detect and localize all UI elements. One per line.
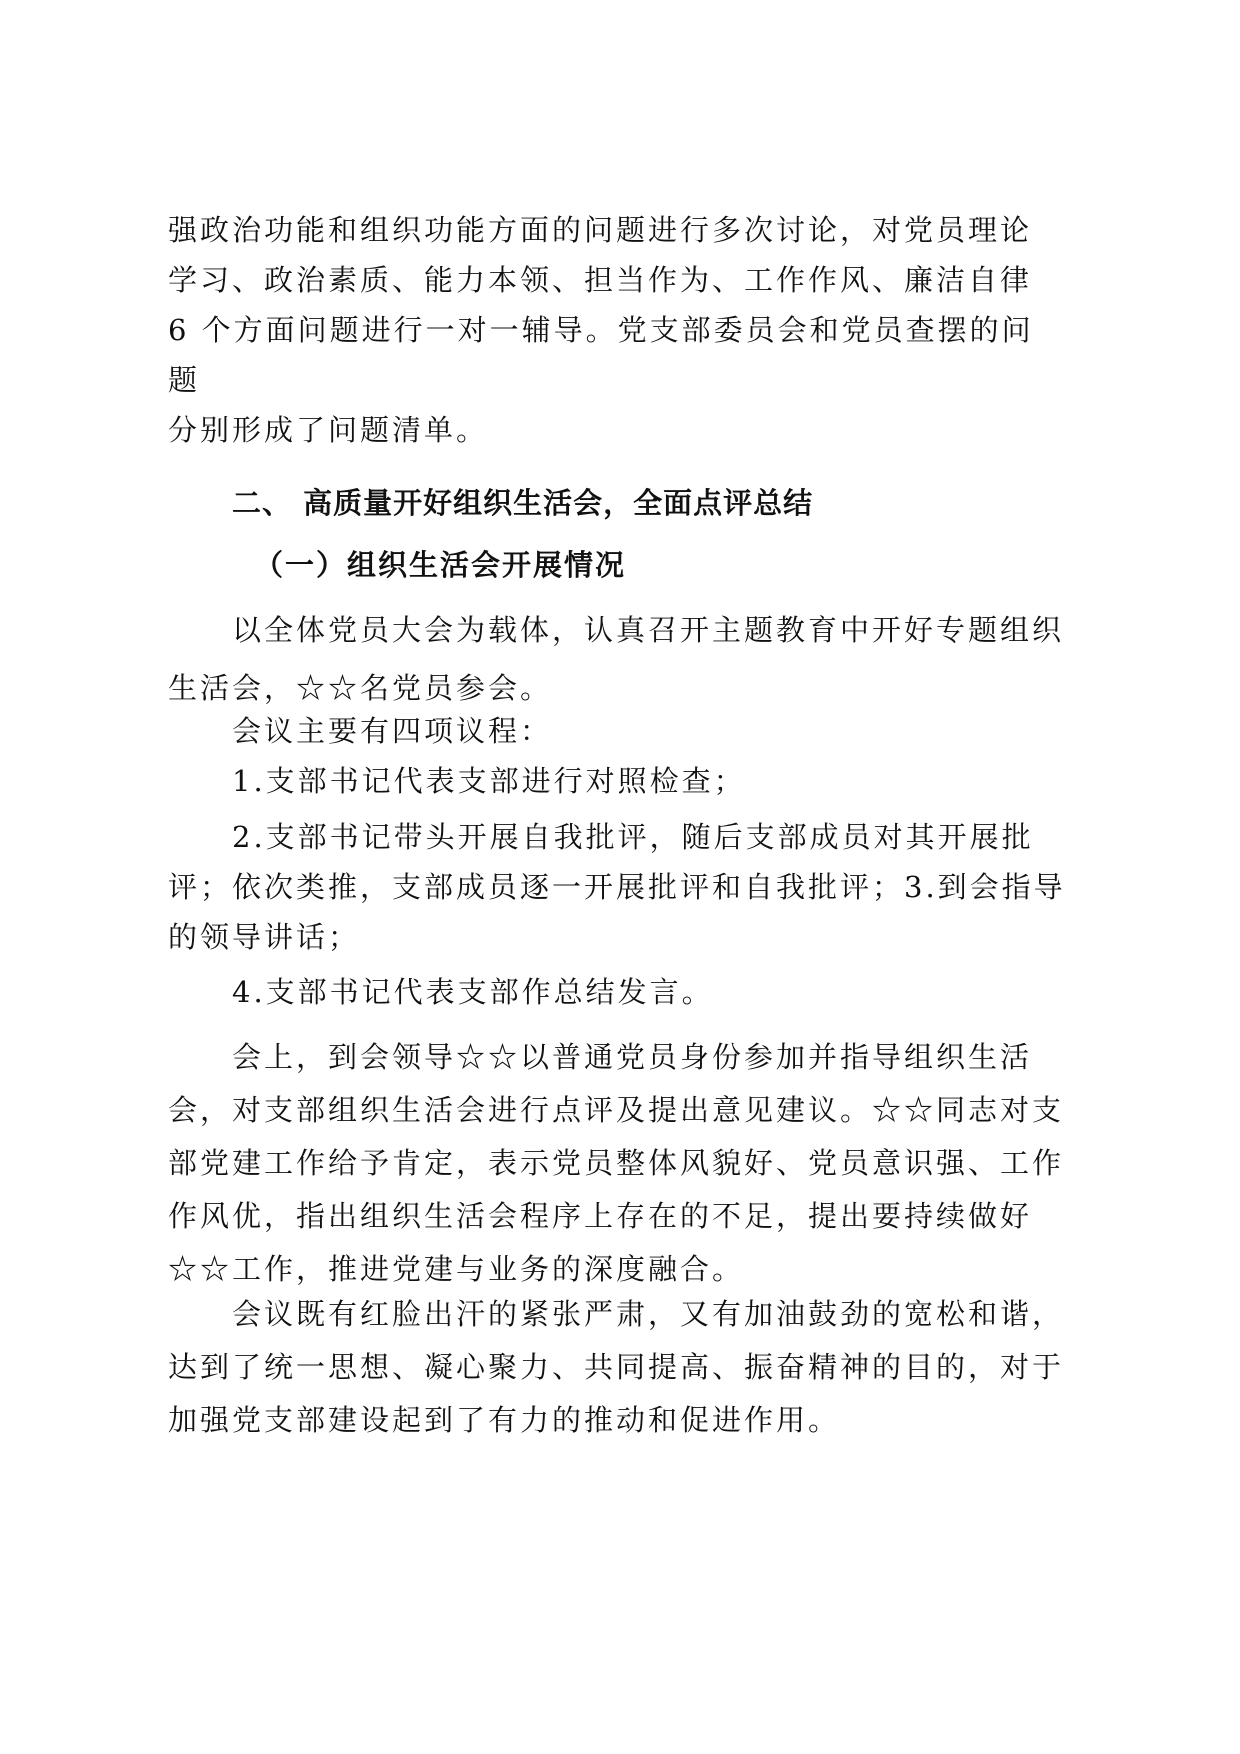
intro-line-1: 强政治功能和组织功能方面的问题进行多次讨论，对党员理论 [168,213,1033,247]
paragraph-conclusion: 会议既有红脸出汗的紧张严肃，又有加油鼓劲的宽松和谐，达到了统一思想、凝心聚力、共同提高、振奋精神的目的，对于加强党支部建设起到了有力的推动和促进作用。 [168,1297,1065,1437]
paragraph-agenda-2: 2.支部书记带头开展自我批评，随后支部成员对其开展批评；依次类推，支部成员逐一开展批评和自我批评；3.到会指导的领导讲话； [168,820,1066,954]
paragraph-agenda-4: 4.支部书记代表支部作总结发言。 [232,975,714,1009]
subsection-heading: （一）组织生活会开展情况 [254,548,627,582]
intro-line-3: 6 个方面问题进行一对一辅导。党支部委员会和党员查摆的问 [168,313,1034,347]
paragraph-review: 会上，到会领导☆☆以普通党员身份参加并指导组织生活会，对支部组织生活会进行点评及提出意见建议。☆☆同志对支部党建工作给予肯定，表示党员整体风貌好、党员意识强、工作作风优，指出组织生活会程序上存在的不足，提出要持续做好☆☆工作，推进党建与业务的深度融合。 [168,1040,1065,1286]
paragraph-agenda-1: 1.支部书记代表支部进行对照检查； [232,764,746,798]
section-heading: 二、 高质量开好组织生活会，全面点评总结 [232,486,814,520]
intro-line-2: 学习、政治素质、能力本领、担当作为、工作作风、廉洁自律 [168,263,1033,297]
paragraph-meeting: 以全体党员大会为载体，认真召开主题教育中开好专题组织生活会，☆☆名党员参会。 [168,613,1065,705]
intro-line-5: 分别形成了问题清单。 [168,413,489,447]
intro-line-4: 题 [168,363,201,397]
paragraph-agenda-intro: 会议主要有四项议程： [232,714,553,748]
